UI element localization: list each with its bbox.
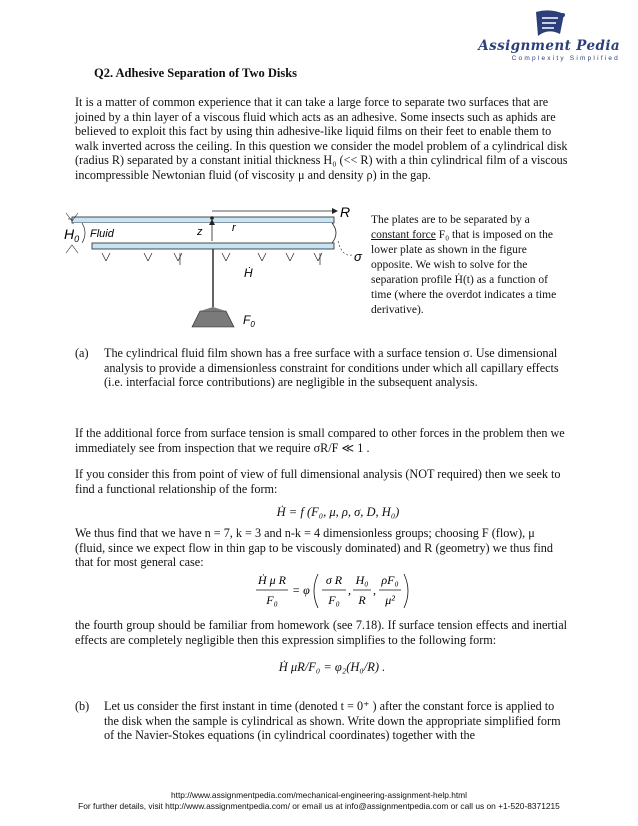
footer-url[interactable]: http://www.assignmentpedia.com/mechanical-engineering-assignment-help.html [170,790,468,800]
part-a-label: (a) [75,346,89,360]
eq2-term1-denominator: F₀ [328,593,340,607]
plates-text-before: The plates are to be separated by a [371,214,530,226]
intro-paragraph: It is a matter of common experience that it can take a large force to separate two surfaces that are joined by a thin layer of a viscous fluid which acts as an adhesive. Some insects such as aphids are believed to exploit this fact by using thin adhesive-like liquid films on their feet to enable them to walk inverted across the ceiling. In this question we consider the model problem of a cylindrical disk (radius R) separated by a constant initial thickness H₀ (<< R) with a thin cylindrical film of a viscous incompressible Newtonian fluid (of viscosity μ and density ρ) in the gap. [75,95,568,182]
eq2-phi: = φ [292,583,310,597]
sigma-pointer [338,241,352,255]
plates-paragraph [371,213,567,318]
equation-dimensionless-groups [252,570,412,612]
disk-diagram [62,205,372,335]
eq2-term2-denominator: R [358,593,366,607]
question-heading: Q2. Adhesive Separation of Two Disks [94,66,298,80]
force-paragraph: If the additional force from surface tension is small compared to other forces in the problem then we immediately see from inspection that we require σR/F ≪ 1 . [75,426,565,455]
part-b-label: (b) [75,699,90,713]
fluid-label: Fluid [90,228,114,240]
eq2-term1-numerator: σ R [325,573,343,587]
eq2-term3-denominator: μ² [385,593,395,607]
eq2-term2-numerator: H₀ [355,573,369,587]
h0-label: $H_0$ [64,226,80,244]
logo-emblem-icon [530,8,570,40]
plates-text-after: F₀ that is imposed on the lower plate as shown in the figure opposite. We wish to solve for the separation profile Ḣ(t) as a function of time (where the overdot indicates a time derivative). [371,229,557,316]
r-label: r [232,222,236,234]
r-axis-arrow [212,208,338,214]
eq2-term3-numerator: ρF₀ [381,573,399,587]
f0-label: $F_0$ [243,313,255,329]
dimensional-analysis-paragraph: If you consider this from point of view of full dimensional analysis (NOT required) then we seek to find a functional relationship of the form: [75,467,561,496]
footer-contact: For further details, visit http://www.assignmentpedia.com/ or email us at info@assignmentpedia.com or call us on +1-520-8371215 [78,801,560,811]
top-plate [72,217,334,223]
part-b-text: Let us consider the first instant in time (denoted t = 0⁺ ) after the constant force is applied to the disk when the sample is cylindrical as shown. Write down the appropriate simplified form of the Navier-Stokes equations (in cylindrical coordinates) together with the [104,699,561,743]
radius-label: R [340,205,351,220]
svg-text:,: , [373,583,376,597]
bottom-plate [92,243,334,249]
part-a-text: The cylindrical fluid film shown has a free surface with a surface tension σ. Use dimensional analysis to provide a dimensionless constraint for conditions under which all capillary effects (i.e. interfacial force contributions) are negligible in the subsequent analysis. [104,346,559,390]
support-base [192,307,234,327]
equation-functional-relationship: Ḣ = f (F₀, μ, ρ, σ, D, H₀) [276,505,400,519]
hdot-label: Ḣ [244,266,253,280]
equation-simplified: Ḣ μR/F₀ = φ₂(H₀/R) . [278,660,386,674]
svg-text:,: , [348,583,351,597]
result-paragraph: We thus find that we have n = 7, k = 3 and n-k = 4 dimensionless groups; choosing F (flow), μ (fluid, since we expect flow in thin gap to be viscously dominated) and R (geometry) we thus find that for most general case: [75,526,553,570]
sigma-label: σ [354,249,362,264]
fourth-group-paragraph: the fourth group should be familiar from homework (see 7.18). If surface tension effects and inertial effects are completely negligible then this expression simplifies to the following form: [75,618,567,647]
assignment-pedia-logo [470,8,630,68]
eq2-lhs-denominator: F₀ [266,593,278,607]
logo-tagline: Complexity Simplified [511,55,620,62]
eq2-lhs-numerator: Ḣ μ R [257,573,287,587]
velocity-arrows [102,253,322,265]
plates-text-underlined: constant force [371,229,436,241]
z-label: z [197,226,203,238]
logo-name: Assignment Pedia [478,38,620,54]
